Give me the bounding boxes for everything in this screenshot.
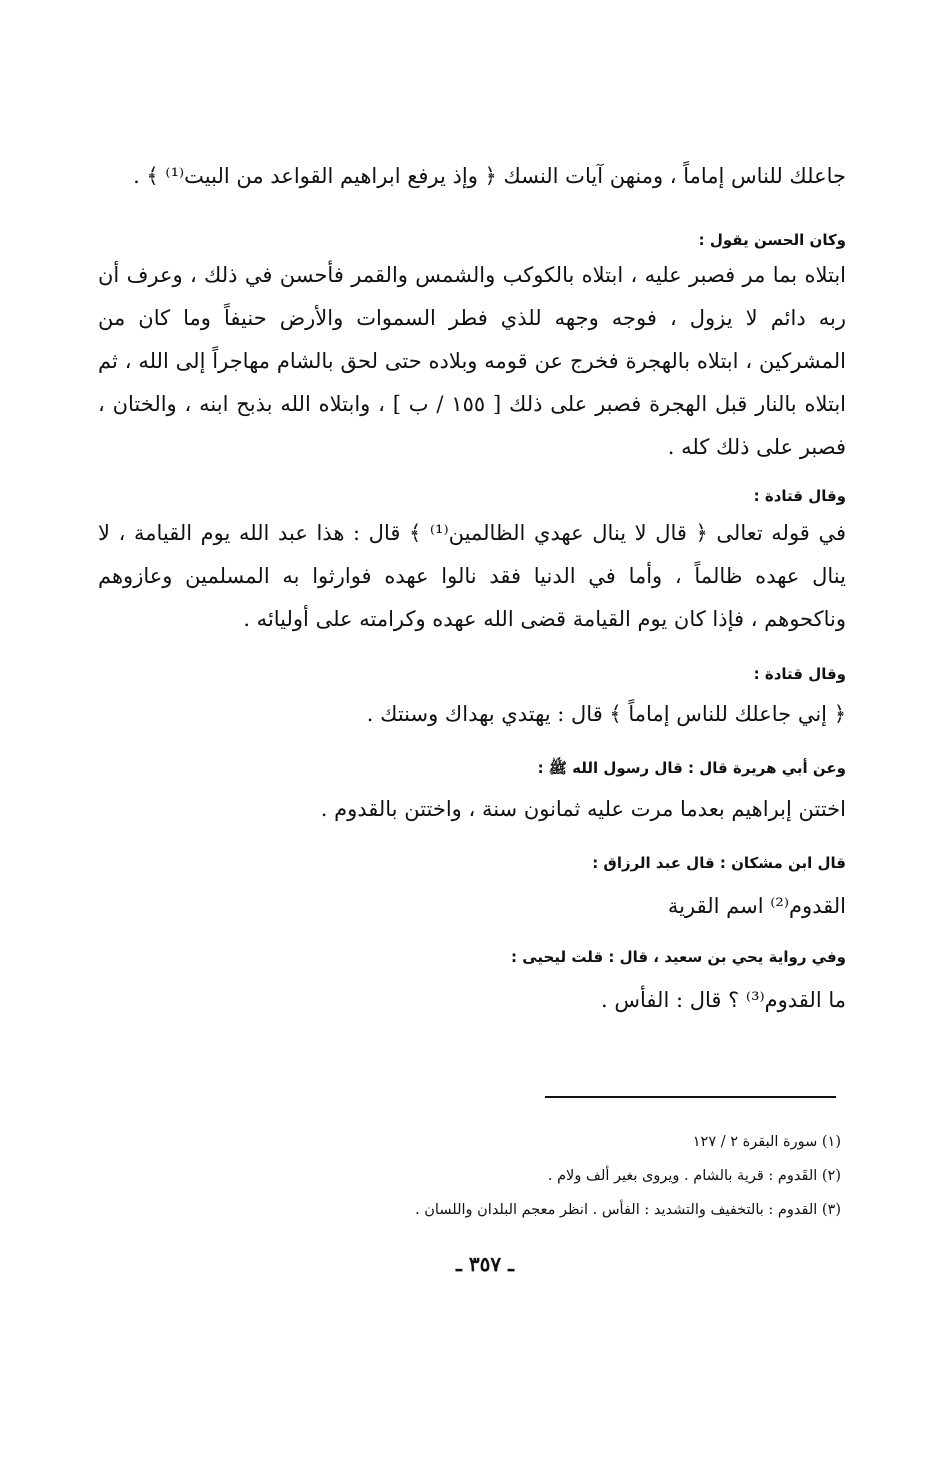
footnote-3: (٣) القدوم : بالتخفيف والتشديد : الفأس . انظر معجم البلدان واللسان . bbox=[415, 1202, 841, 1218]
section-heading-qatada-2: وقال قتادة : bbox=[753, 665, 846, 683]
section-body-qatada-2: ﴿ إني جاعلك للناس إماماً ﴾ قال : يهتدي بهداك وسنتك . bbox=[366, 702, 846, 726]
section-heading-hasan: وكان الحسن يقول : bbox=[698, 231, 846, 249]
footnote-separator bbox=[545, 1096, 836, 1098]
page-number: ـ ٣٥٧ ـ bbox=[456, 1252, 514, 1276]
section-heading-qatada-1: وقال قتادة : bbox=[753, 487, 846, 505]
section-body-hasan: ابتلاه بما مر فصبر عليه ، ابتلاه بالكوكب والشمس والقمر فأحسن في ذلك ، وعرف أن ربه دائم لا يزول ، فوجه وجهه للذي فطر السموات والأرض حنيفاً وما كان من المشركين ، ابتلاه بالهجرة فخرج عن قومه وبلاده حتى لحق بالشام مهاجراً إلى الله ، ثم ابتلاه بالنار قبل الهجرة فصبر على ذلك [ ١٥٥ / ب ] ، وابتلاه الله بذبح ابنه ، والختان ، فصبر على ذلك كله . bbox=[98, 263, 846, 459]
section-heading-yahya: وفي رواية يحي بن سعيد ، قال : قلت ليحيى : bbox=[511, 948, 846, 966]
section-body-abu-hurayra: اختتن إبراهيم بعدما مرت عليه ثمانون سنة ، واختتن بالقدوم . bbox=[320, 797, 846, 821]
section-body-qatada-1: في قوله تعالى ﴿ قال لا ينال عهدي الظالمين⁽¹⁾ ﴾ قال : هذا عبد الله يوم القيامة ، لا ينال عهده ظالماً ، وأما في الدنيا فقد نالوا عهده فوارثوا به المسلمين وعازوهم وناكحوهم ، فإذا كان يوم القيامة قضى الله عهده وكرامته على أوليائه . bbox=[98, 521, 846, 631]
footnote-1: (١) سورة البقرة ٢ / ١٢٧ bbox=[692, 1134, 841, 1150]
section-body-yahya: ما القدوم⁽³⁾ ؟ قال : الفأس . bbox=[601, 988, 846, 1012]
section-body-ibn-mushkan: القدوم⁽²⁾ اسم القرية bbox=[667, 894, 846, 918]
footnote-2: (٢) القَدوم : قرية بالشام . ويروى بغير ألف ولام . bbox=[547, 1168, 841, 1184]
section-heading-ibn-mushkan: قال ابن مشكان : قال عبد الرزاق : bbox=[592, 854, 846, 872]
intro-line: جاعلك للناس إماماً ، ومنهن آيات النسك ﴿ وإذ يرفع ابراهيم القواعد من البيت⁽¹⁾ ﴾ . bbox=[133, 164, 846, 188]
section-heading-abu-hurayra: وعن أبي هريرة قال : قال رسول الله ﷺ : bbox=[537, 759, 846, 777]
